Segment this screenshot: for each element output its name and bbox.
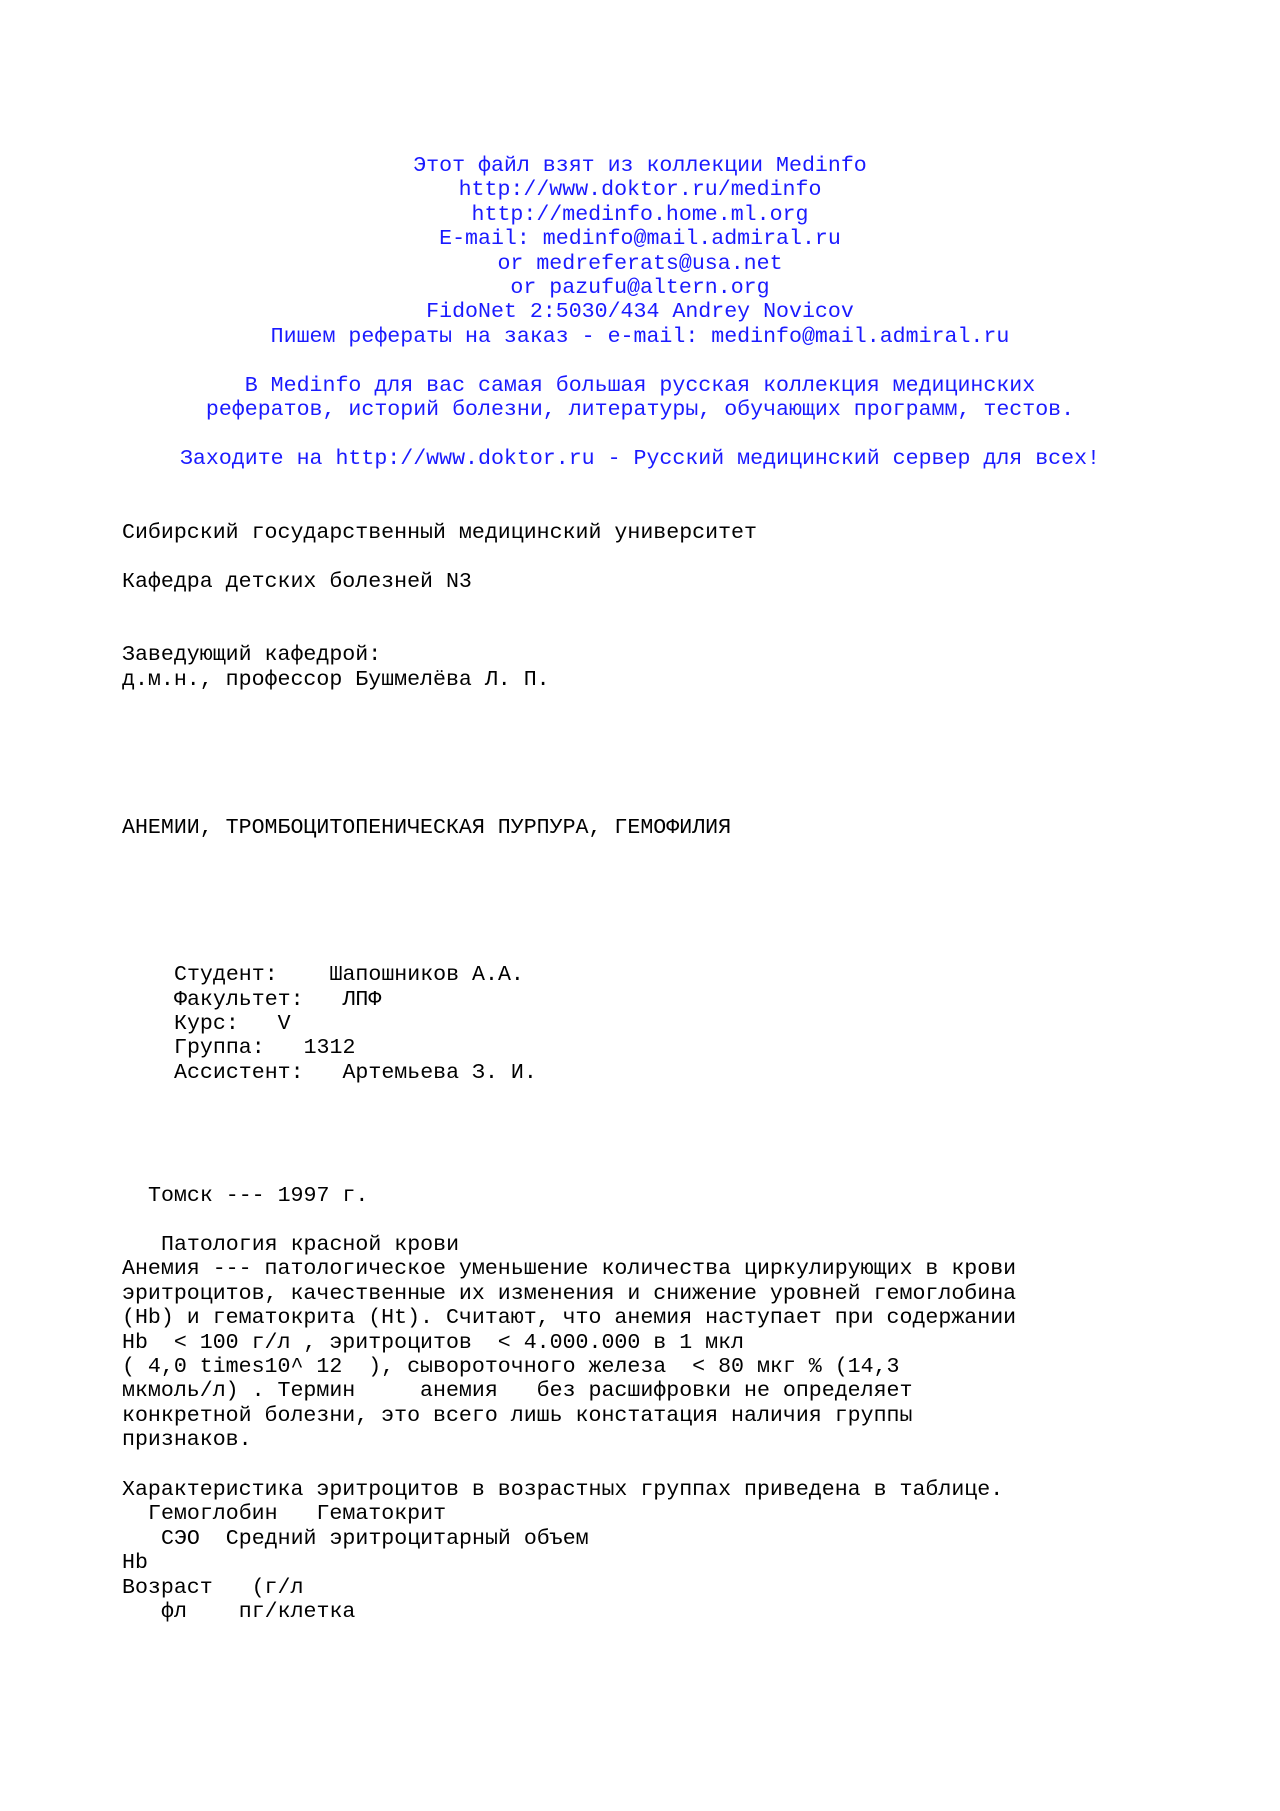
header-collection-line: Этот файл взят из коллекции Medinfo <box>413 154 867 178</box>
header-fidonet: FidoNet 2:5030/434 Andrey Novicov <box>426 300 854 324</box>
header-collection-desc-2: рефератов, историй болезни, литературы, обучающих программ, тестов. <box>205 398 1075 422</box>
header-url-home: http://medinfo.home.ml.org <box>471 203 809 227</box>
university-name: Сибирский государственный медицинский университет <box>122 521 757 545</box>
header-email-alt2: or pazufu@altern.org <box>510 276 770 300</box>
group-line: Группа: 1312 <box>174 1036 356 1060</box>
document-topic: АНЕМИИ, ТРОМБОЦИТОПЕНИЧЕСКАЯ ПУРПУРА, ГЕМОФИЛИЯ <box>122 816 732 840</box>
table-header-line: Гемоглобин Гематокрит <box>148 1502 447 1526</box>
department-head-label: Заведующий кафедрой: <box>122 643 382 667</box>
city-year: Томск --- 1997 г. <box>148 1184 369 1208</box>
table-header-line: Возраст (г/л <box>122 1576 304 1600</box>
department-head-name: д.м.н., профессор Бушмелёва Л. П. <box>122 668 550 692</box>
faculty-line: Факультет: ЛПФ <box>174 988 382 1012</box>
header-email: E-mail: medinfo@mail.admiral.ru <box>439 227 841 251</box>
header-email-alt1: or medreferats@usa.net <box>497 252 783 276</box>
student-line: Студент: Шапошников А.А. <box>174 963 524 987</box>
section-title: Патология красной крови <box>161 1233 460 1257</box>
paragraph-line: конкретной болезни, это всего лишь констатация наличия группы <box>122 1404 913 1428</box>
header-collection-desc-1: В Medinfo для вас самая большая русская коллекция медицинских <box>244 374 1036 398</box>
header-visit-line: Заходите на http://www.doktor.ru - Русский медицинский сервер для всех! <box>179 447 1101 471</box>
department-name: Кафедра детских болезней N3 <box>122 570 472 594</box>
paragraph-line: ( 4,0 times10^ 12 ), сывороточного железа < 80 мкг % (14,3 <box>122 1355 900 1379</box>
paragraph-line: Hb < 100 г/л , эритроцитов < 4.000.000 в 1 мкл <box>122 1331 745 1355</box>
paragraph-line: признаков. <box>122 1428 252 1452</box>
table-header-line: фл пг/клетка <box>161 1600 356 1624</box>
paragraph-line: (Hb) и гематокрита (Ht). Считают, что анемия наступает при содержании <box>122 1306 1017 1330</box>
paragraph-line: Анемия --- патологическое уменьшение количества циркулирующих в крови <box>122 1257 1017 1281</box>
table-header-line: СЭО Средний эритроцитарный объем <box>161 1527 589 1551</box>
course-line: Курс: V <box>174 1012 291 1036</box>
paragraph-line: эритроцитов, качественные их изменения и снижение уровней гемоглобина <box>122 1282 1017 1306</box>
assistant-line: Ассистент: Артемьева З. И. <box>174 1061 537 1085</box>
paragraph-line: мкмоль/л) . Термин анемия без расшифровки не определяет <box>122 1379 913 1403</box>
header-url-medinfo: http://www.doktor.ru/medinfo <box>458 178 822 202</box>
table-intro: Характеристика эритроцитов в возрастных группах приведена в таблице. <box>122 1478 1004 1502</box>
table-header-line: Hb <box>122 1551 148 1575</box>
header-order-line: Пишем рефераты на заказ - e-mail: medinfo@mail.admiral.ru <box>270 325 1010 349</box>
